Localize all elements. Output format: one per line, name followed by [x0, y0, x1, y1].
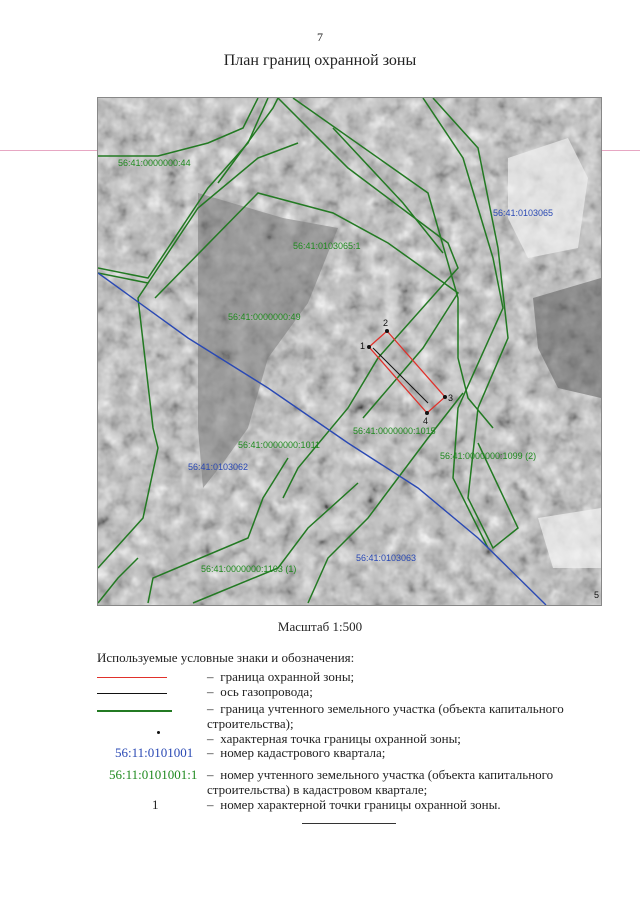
- parcel-label-1015: 56:41:0000000:1015: [353, 426, 436, 436]
- legend-dash: –: [207, 767, 214, 782]
- legend-text-zone: граница охранной зоны;: [220, 669, 355, 684]
- legend-symbol-zone: [97, 669, 217, 684]
- closing-rule: [302, 823, 396, 824]
- map-edge-label: 5: [594, 590, 600, 600]
- legend-dash: –: [207, 797, 214, 812]
- legend-symbol-parcel: [97, 701, 217, 716]
- legend-text-point-number: номер характерной точки границы охранной зоны.: [220, 797, 501, 812]
- parcel-label-0651: 56:41:0103065:1: [293, 241, 361, 251]
- point-marker-4: [425, 411, 429, 415]
- point-label-2: 2: [383, 318, 389, 328]
- legend-example-quarter: 56:11:0101001: [115, 745, 194, 760]
- plan-title: План границ охранной зоны: [223, 52, 417, 69]
- point-marker-2: [385, 329, 389, 333]
- building-right-top: [508, 138, 588, 258]
- parcel-label-1103: 56:41:0000000:1103 (1): [201, 564, 297, 574]
- parcel-label-1099: 56:41:0000000:1099 (2): [440, 451, 537, 461]
- legend-text-gas: ось газопровода;: [220, 684, 313, 699]
- map-scale: Масштаб 1:500: [277, 619, 363, 634]
- point-label-4: 4: [423, 416, 429, 426]
- point-marker-3: [443, 395, 447, 399]
- point-label-1: 1: [360, 341, 366, 351]
- quarter-label-0063: 56:41:0103063: [356, 553, 417, 563]
- parcel-label-1011: 56:41:0000000:1011: [238, 440, 320, 450]
- legend-dash: –: [207, 669, 214, 684]
- point-marker-1: [367, 345, 371, 349]
- legend-dash: –: [207, 701, 214, 716]
- legend-dash: –: [207, 731, 214, 746]
- page-number: 7: [317, 30, 323, 44]
- legend-symbol-gas: [97, 684, 217, 699]
- legend-symbol-point: [97, 731, 217, 746]
- point-label-3: 3: [448, 393, 454, 403]
- parcel-label-0049: 56:41:0000000:49: [228, 312, 301, 322]
- legend-text-point: характерная точка границы охранной зоны;: [220, 731, 461, 746]
- map-graphics: [98, 98, 601, 605]
- boundary-map: [97, 97, 602, 606]
- quarter-label-0065: 56:41:0103065: [493, 208, 554, 218]
- legend-example-parcel: 56:11:0101001:1: [109, 767, 198, 782]
- legend-text-parcel: граница учтенного земельного участка (объекта капитального строительства);: [207, 701, 564, 731]
- legend-example-point: 1: [152, 797, 159, 812]
- quarter-label-0062: 56:41:0103062: [188, 462, 249, 472]
- legend-text-parcel-number: номер учтенного земельного участка (объекта капитального строительства) в кадастровом квартале;: [207, 767, 554, 797]
- legend-text-quarter: номер кадастрового квартала;: [220, 745, 386, 760]
- parcel-label-0044: 56:41:0000000:44: [118, 158, 191, 168]
- legend-dash: –: [207, 745, 214, 760]
- legend-title: Используемые условные знаки и обозначения:: [97, 650, 355, 665]
- legend-dash: –: [207, 684, 214, 699]
